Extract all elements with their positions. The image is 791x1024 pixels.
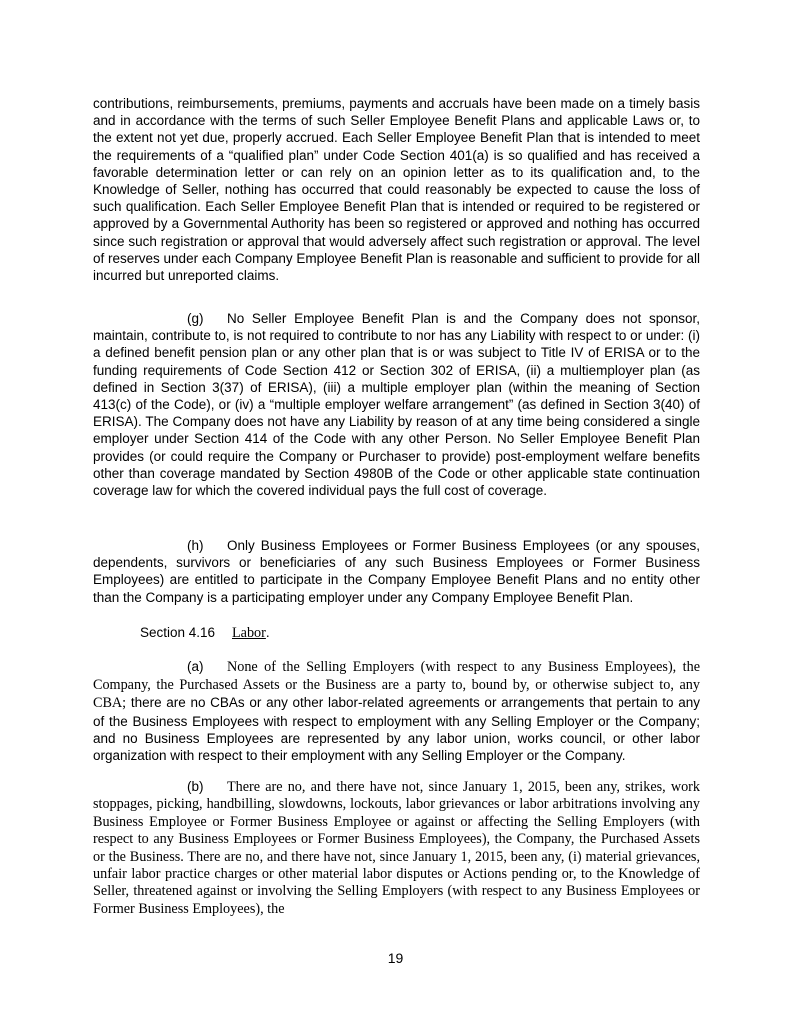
paragraph-f-continued <box>93 95 700 284</box>
paragraph-b-label: (b) <box>187 779 204 794</box>
page-number: 19 <box>387 950 404 966</box>
paragraph-b-text: There are no, and there have not, since January 1, 2015, been any, strikes, work stoppages, picking, handbilling, slowdowns, lockouts, labor grievances or labor arbitrations involving any Business Employee or Former Business Employee or against or affecting the Selling Employers (with respect to any Business Employees or Former Business Employees), the Company, the Purchased Assets or the Business. There are no, and there have not, since January 1, 2015, been any, (i) material grievances, unfair labor practice charges or other material labor disputes or Actions pending or, to the Knowledge of Seller, threatened against or involving the Selling Employers (with respect to any Business Employees or Former Business Employees), the <box>93 779 700 917</box>
section-title: Labor <box>232 625 266 641</box>
paragraph-g-text: No Seller Employee Benefit Plan is and the Company does not sponsor, maintain, contribute to, is not required to contribute to nor has any Liability with respect to or under: (i) a defined benefit pension plan or any other plan that is or was subject to Title IV of ERISA or to the funding requirements of Code Section 412 or Section 302 of ERISA, (ii) a multiemployer plan (as defined in Section 3(37) of ERISA), (iii) a multiple employer plan (within the meaning of Section 413(c) of the Code), or (iv) a “multiple employer welfare arrangement” (as defined in Section 3(40) of ERISA). The Company does not have any Liability by reason of at any time being considered a single employer under Section 414 of the Code with any other Person. No Seller Employee Benefit Plan provides (or could require the Company or Purchaser to provide) post-employment welfare benefits other than coverage mandated by Section 4980B of the Code or other applicable state continuation coverage law for which the covered individual pays the full cost of coverage. <box>93 311 700 499</box>
paragraph-h <box>93 537 700 606</box>
paragraph-g-label: (g) <box>187 311 204 326</box>
paragraph-a <box>93 658 700 764</box>
paragraph-f-text: contributions, reimbursements, premiums, payments and accruals have been made on a timely basis and in accordance with the terms of such Seller Employee Benefit Plans and applicable Laws or, to the extent not yet due, properly accrued. Each Seller Employee Benefit Plan that is intended to meet the requirements of a “qualified plan” under Code Section 401(a) is so qualified and has received a favorable determination letter or can rely on an opinion letter as to its qualification and, to the Knowledge of Seller, nothing has occurred that could reasonably be expected to cause the loss of such qualification. Each Seller Employee Benefit Plan that is intended or required to be registered or approved by a Governmental Authority has been so registered or approved and nothing has occurred since such registration or approval that would adversely affect such registration or approval. The level of reserves under each Company Employee Benefit Plan is reasonable and sufficient to provide for all incurred but unreported claims. <box>93 96 700 284</box>
section-title-period: . <box>265 625 270 640</box>
section-number: Section 4.16 <box>140 625 216 640</box>
paragraph-g <box>93 310 700 499</box>
section-heading <box>140 624 270 642</box>
paragraph-h-text: Only Business Employees or Former Business Employees (or any spouses, dependents, survivors or beneficiaries of any such Business Employees or Former Business Employees) are entitled to participate in the Company Employee Benefit Plans and no entity other than the Company is a participating employer under any Company Employee Benefit Plan. <box>93 538 700 605</box>
paragraph-a-label: (a) <box>187 659 204 674</box>
paragraph-h-label: (h) <box>187 538 204 553</box>
paragraph-b <box>93 778 700 918</box>
paragraph-a-text-serif: None of the Selling Employers (with respect to any Business Employees), the Company, the Purchased Assets or the Business are a party to, bound by, or otherwise subject to, any CBA; <box>93 659 700 712</box>
paragraph-a-text: there are no CBAs or any other labor-related agreements or arrangements that pertain to any of the Business Employees with respect to employment with any Selling Employer or the Company; and no Business Employees are represented by any labor union, works council, or other labor organization with respect to their employment with any Selling Employer or the Company. <box>93 695 700 764</box>
